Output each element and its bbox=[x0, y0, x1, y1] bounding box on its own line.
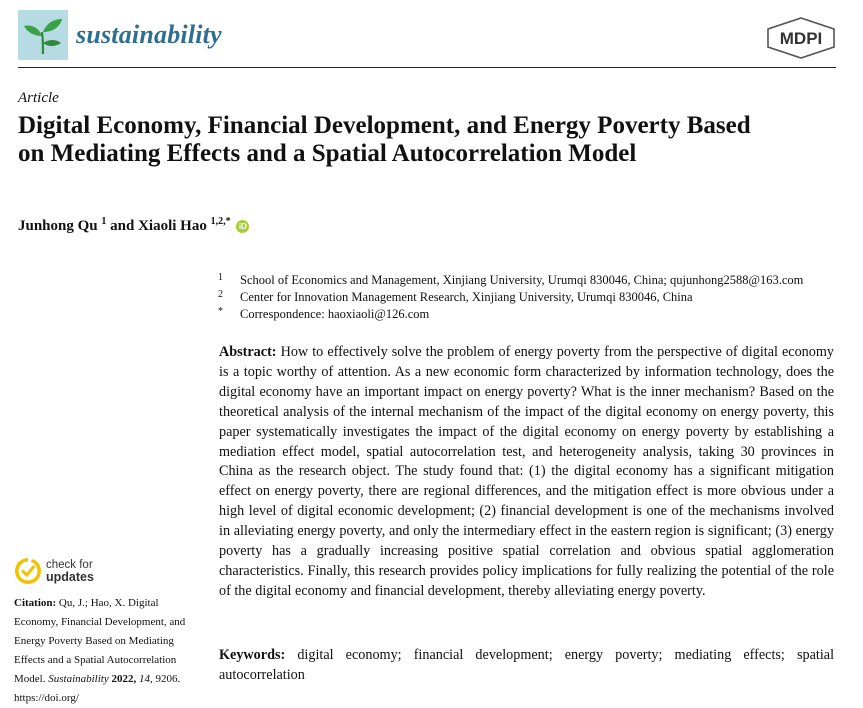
article-title: Digital Economy, Financial Development, and Energy Poverty Based on Mediating Effects and a Spatial Autocorrelation Model bbox=[18, 112, 751, 167]
affiliation-text: Center for Innovation Management Research, Xinjiang University, Urumqi 830046, China bbox=[240, 290, 693, 304]
affiliation-mark: 1 bbox=[218, 272, 223, 283]
author-name[interactable]: Xiaoli Hao bbox=[138, 218, 207, 234]
affiliation-mark: * bbox=[218, 306, 223, 317]
journal-logo bbox=[18, 10, 68, 60]
correspondence-text: Correspondence: haoxiaoli@126.com bbox=[240, 307, 430, 321]
citation-year: 2022, bbox=[111, 673, 137, 685]
keywords-text: digital economy; financial development; energy poverty; mediating effects; spatial autocorrelation bbox=[219, 647, 835, 683]
header-divider bbox=[18, 67, 836, 68]
affiliation-mark: 2 bbox=[218, 289, 223, 300]
citation-block bbox=[14, 594, 204, 708]
check-for-updates-button[interactable] bbox=[14, 557, 124, 589]
citation-text: Qu, J.; Hao, X. Digital Economy, Financial Development, and Energy Poverty Based on Mediating Effects and a Spatial Autocorrelation Model. bbox=[14, 597, 186, 685]
journal-name[interactable]: sustainability bbox=[76, 20, 222, 49]
check-updates-line1: check for bbox=[46, 559, 93, 571]
citation-journal: Sustainability bbox=[48, 673, 109, 685]
abstract bbox=[219, 343, 834, 602]
citation-volume: 14, bbox=[138, 673, 153, 685]
check-updates-line2: updates bbox=[46, 570, 94, 584]
orcid-icon[interactable]: iD bbox=[236, 220, 249, 233]
author-joiner: and bbox=[110, 218, 135, 234]
author-name[interactable]: Junhong Qu bbox=[18, 218, 98, 234]
mdpi-logo[interactable] bbox=[766, 17, 836, 59]
author-affil-mark: 1 bbox=[101, 216, 107, 227]
check-updates-icon bbox=[14, 557, 42, 585]
publisher-name: MDPI bbox=[779, 29, 823, 48]
abstract-label: Abstract: bbox=[219, 344, 277, 360]
keywords-label: Keywords: bbox=[219, 647, 286, 663]
article-type: Article bbox=[18, 90, 59, 106]
citation-label: Citation: bbox=[14, 597, 57, 609]
sprout-icon bbox=[18, 10, 68, 60]
author-list bbox=[18, 216, 249, 235]
author-affil-mark: 1,2,* bbox=[210, 216, 231, 227]
affiliation-text: School of Economics and Management, Xinjiang University, Urumqi 830046, China; qujunhong2588@163.com bbox=[240, 273, 804, 287]
citation-doi[interactable]: 9206. https://doi.org/ bbox=[14, 673, 181, 704]
abstract-text: How to effectively solve the problem of energy poverty from the perspective of digital economy is a topic worthy of attention. As a new economic form characterized by information technology, does the digital economy have an important impact on energy poverty? What is the inner mechanism? Based on the theoretical analysis of the internal mechanism of the impact of the digital economy on energy poverty, this paper systematically investigates the impact of the digital economy on energy poverty by establishing a mediation effect model, spatial autocorrelation test, and heterogeneity analysis, taking 30 provinces in China as the research object. The study found that: (1) the digital economy has a significant mitigation effect on energy poverty, there are regional differences, and the mitigation effect is more obvious under a high level of digital economic development; (2) financial development is one of the mechanisms involved in alleviating energy poverty, and only the intermediary effect in the eastern region is significant; (3) energy poverty has a gradually increasing positive spatial correlation and obvious spatial agglomeration characteristics. Finally, this research provides policy implications for fully realizing the potential of the role of the digital economy and financial development, thereby alleviating energy poverty. bbox=[219, 344, 834, 599]
keywords bbox=[219, 646, 834, 686]
